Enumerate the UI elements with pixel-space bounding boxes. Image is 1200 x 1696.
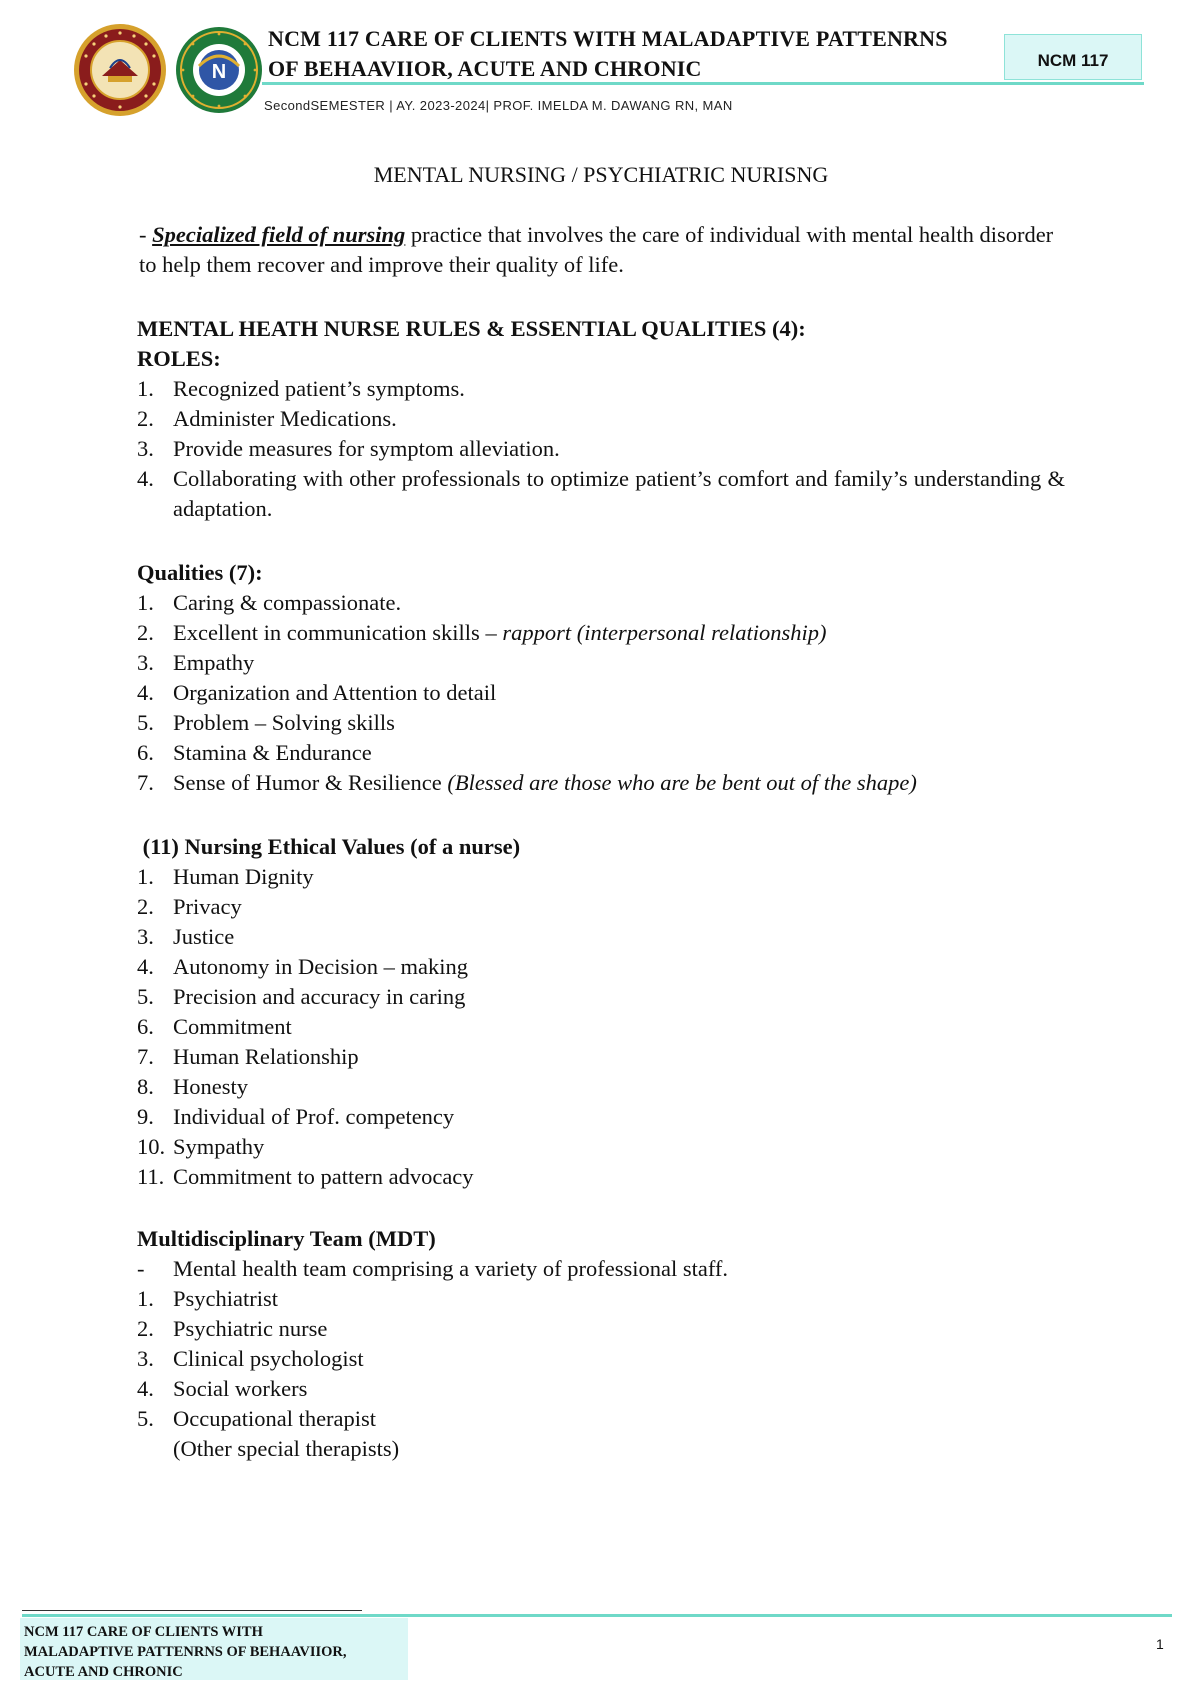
list-item: 10. Sympathy xyxy=(137,1134,265,1159)
list-item: 7. Sense of Humor & Resilience (Blessed are those who are be bent out of the shape) xyxy=(137,770,917,795)
list-item: 4. Organization and Attention to detail xyxy=(137,680,497,705)
ethical-values-list xyxy=(137,862,1065,1192)
department-of-nursing-seal-logo xyxy=(175,26,263,114)
list-item: 6. Commitment xyxy=(137,1014,292,1039)
list-item: 3. Provide measures for symptom alleviation. xyxy=(137,436,560,461)
footer-line-2: MALADAPTIVE PATTENRNS OF BEHAAVIIOR, xyxy=(24,1644,347,1660)
list-item: 2. Psychiatric nurse xyxy=(137,1316,328,1341)
mdt-list xyxy=(137,1254,1065,1434)
intro-dash: - xyxy=(139,222,153,247)
footer-short-divider xyxy=(22,1610,362,1611)
list-item: 5. Occupational therapist xyxy=(137,1406,377,1431)
list-item: 4. Autonomy in Decision – making xyxy=(137,954,468,979)
list-item: 3. Empathy xyxy=(137,650,255,675)
list-item: 3. Clinical psychologist xyxy=(137,1346,364,1371)
list-item: 2. Administer Medications. xyxy=(137,406,397,431)
list-item: 2. Excellent in communication skills – rapport (interpersonal relationship) xyxy=(137,620,827,645)
semester-instructor-line: SecondSEMESTER | AY. 2023-2024| PROF. IMELDA M. DAWANG RN, MAN xyxy=(264,98,733,113)
footer-course-title xyxy=(20,1618,408,1680)
page-number: 1 xyxy=(1156,1636,1164,1652)
list-item: 4. Social workers xyxy=(137,1376,308,1401)
list-item: 5. Problem – Solving skills xyxy=(137,710,395,735)
ethical-values-heading: (11) Nursing Ethical Values (of a nurse) xyxy=(137,834,521,859)
roles-subheading: ROLES: xyxy=(137,346,221,371)
footer-line-3: ACUTE AND CHRONIC xyxy=(24,1664,183,1680)
document-body xyxy=(137,160,1065,1464)
footer-divider xyxy=(22,1614,1172,1617)
course-code-badge: NCM 117 xyxy=(1004,34,1142,80)
university-seal-logo xyxy=(72,22,168,118)
list-item: 1. Recognized patient’s symptoms. xyxy=(137,376,465,401)
list-item: 1. Psychiatrist xyxy=(137,1286,278,1311)
course-title-header xyxy=(268,24,1028,84)
qualities-heading: Qualities (7): xyxy=(137,560,263,585)
roles-qualities-heading: MENTAL HEATH NURSE RULES & ESSENTIAL QUALITIES (4): xyxy=(137,316,806,341)
intro-lead-term: Specialized field of nursing xyxy=(152,222,406,247)
list-item: 9. Individual of Prof. competency xyxy=(137,1104,455,1129)
list-item: 3. Justice xyxy=(137,924,235,949)
list-item: 7. Human Relationship xyxy=(137,1044,359,1069)
mdt-extra-note: (Other special therapists) xyxy=(173,1436,400,1461)
list-item: 1. Caring & compassionate. xyxy=(137,590,402,615)
list-item: 1. Human Dignity xyxy=(137,864,314,889)
list-item: 6. Stamina & Endurance xyxy=(137,740,372,765)
mdt-heading: Multidisciplinary Team (MDT) xyxy=(137,1226,436,1251)
list-item: - Mental health team comprising a variety of professional staff. xyxy=(137,1256,729,1281)
list-item: 5. Precision and accuracy in caring xyxy=(137,984,466,1009)
document-title: MENTAL NURSING / PSYCHIATRIC NURISNG xyxy=(373,162,829,187)
qualities-list xyxy=(137,588,1065,798)
list-item: 2. Privacy xyxy=(137,894,242,919)
list-item: 8. Honesty xyxy=(137,1074,248,1099)
list-item: 11. Commitment to pattern advocacy xyxy=(137,1164,474,1189)
intro-paragraph xyxy=(137,220,1065,280)
course-title-line-2: OF BEHAAVIIOR, ACUTE AND CHRONIC xyxy=(268,56,702,81)
intro-text: practice that involves the care of individual with mental health disorder to help them recover and improve their quality of life. xyxy=(139,222,1054,277)
seal-letter: N xyxy=(211,61,227,83)
list-item: 4. Collaborating with other professionals to optimize patient’s comfort and family’s understanding & adaptation. xyxy=(137,466,1065,521)
header-divider xyxy=(262,82,1144,85)
course-title-line-1: NCM 117 CARE OF CLIENTS WITH MALADAPTIVE PATTENRNS xyxy=(268,26,948,51)
roles-list xyxy=(137,374,1065,524)
footer-line-1: NCM 117 CARE OF CLIENTS WITH xyxy=(24,1624,263,1640)
